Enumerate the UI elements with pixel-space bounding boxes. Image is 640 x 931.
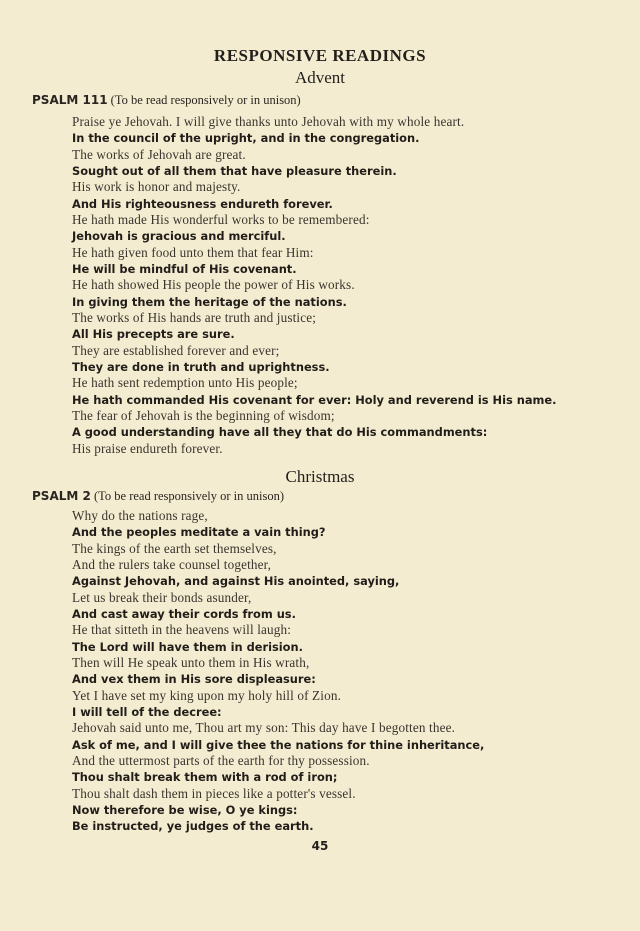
verse-line-leader: He hath made His wonderful works to be remembered: — [72, 211, 370, 227]
verse-line-leader: The works of Jehovah are great. — [72, 146, 246, 162]
verse-line-leader: Yet I have set my king upon my holy hill of Zion. — [72, 687, 342, 703]
verse-line-people: And cast away their cords from us. — [72, 606, 296, 621]
verse-line-people: He hath commanded His covenant for ever: Holy and reverend is His name. — [72, 392, 557, 407]
verse-line-people: In the council of the upright, and in the congregation. — [72, 131, 420, 146]
verse-line-people: In giving them the heritage of the nations. — [72, 294, 347, 309]
verse-line-leader: Let us break their bonds asunder, — [72, 589, 252, 605]
psalm-note: (To be read responsively or in unison) — [110, 93, 301, 107]
verse-line-people: A good understanding have all they that do His commandments: — [72, 425, 488, 440]
verse-line-leader: Then will He speak unto them in His wrath, — [72, 654, 310, 670]
verse-line-leader: His work is honor and majesty. — [72, 179, 241, 195]
verse-line-leader: The fear of Jehovah is the beginning of wisdom; — [72, 407, 335, 423]
page-number: 45 — [311, 839, 329, 853]
verse-line-leader: Jehovah said unto me, Thou art my son: This day have I begotten thee. — [72, 720, 456, 736]
page-title: RESPONSIVE READINGS — [213, 46, 427, 65]
verse-line-leader: And the rulers take counsel together, — [72, 556, 272, 572]
verse-line-leader: He hath showed His people the power of His works. — [72, 277, 355, 293]
verse-line-leader: The kings of the earth set themselves, — [72, 540, 277, 556]
verse-line-people: Be instructed, ye judges of the earth. — [72, 819, 314, 834]
verse-line-people: They are done in truth and uprightness. — [72, 359, 330, 374]
verse-line-people: All His precepts are sure. — [72, 327, 235, 342]
verse-line-leader: He that sitteth in the heavens will laugh: — [72, 622, 292, 638]
psalm-header-christmas — [32, 489, 284, 504]
psalm-number: PSALM 2 — [32, 489, 91, 503]
verse-line-people: I will tell of the decree: — [72, 704, 222, 719]
verse-line-leader: Why do the nations rage, — [72, 508, 208, 523]
verse-line-people: Against Jehovah, and against His anointed, saying, — [72, 574, 400, 589]
verse-list-advent — [72, 114, 556, 457]
verse-line-people: Sought out of all them that have pleasure therein. — [72, 163, 397, 178]
verse-line-people: The Lord will have them in derision. — [72, 639, 303, 654]
verse-line-leader: He hath given food unto them that fear Him: — [72, 244, 314, 260]
psalm-header-advent — [32, 93, 301, 108]
verse-list-christmas — [72, 508, 484, 835]
verse-line-leader: Praise ye Jehovah. I will give thanks unto Jehovah with my whole heart. — [72, 114, 465, 129]
psalm-note: (To be read responsively or in unison) — [93, 489, 285, 503]
verse-line-leader: Thou shalt dash them in pieces like a potter's vessel. — [72, 785, 356, 801]
verse-line-leader: He hath sent redemption unto His people; — [72, 375, 298, 391]
verse-line-people: He will be mindful of His covenant. — [72, 261, 297, 276]
verse-line-people: Ask of me, and I will give thee the nations for thine inheritance, — [72, 737, 485, 752]
verse-line-leader: His praise endureth forever. — [72, 440, 223, 456]
verse-line-leader: They are established forever and ever; — [72, 342, 280, 358]
verse-line-leader: And the uttermost parts of the earth for thy possession. — [72, 752, 370, 768]
verse-line-people: And vex them in His sore displeasure: — [72, 672, 316, 687]
section-heading-christmas: Christmas — [285, 467, 355, 486]
verse-line-people: Thou shalt break them with a rod of iron; — [72, 770, 338, 785]
psalm-number: PSALM 111 — [32, 93, 108, 107]
verse-line-people: And His righteousness endureth forever. — [72, 196, 333, 211]
verse-line-people: Now therefore be wise, O ye kings: — [72, 802, 298, 817]
verse-line-people: Jehovah is gracious and merciful. — [72, 229, 286, 244]
verse-line-leader: The works of His hands are truth and justice; — [72, 309, 317, 325]
verse-line-people: And the peoples meditate a vain thing? — [72, 525, 326, 540]
section-heading-advent: Advent — [294, 68, 346, 87]
